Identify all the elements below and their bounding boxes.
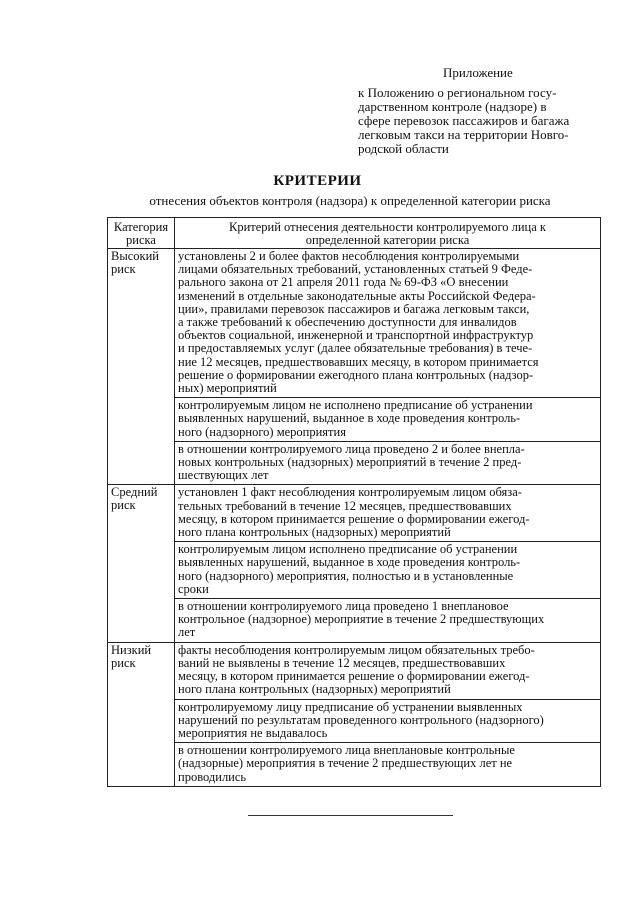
appendix-line: к Положению о региональном госу- [358, 85, 557, 100]
criterion-line: ного плана контрольных (надзорных) мероприятий [178, 682, 451, 697]
criterion-line: решение о формировании ежегодного плана контрольных (надзор- [178, 367, 534, 382]
criterion-line: ного (надзорного) мероприятия [178, 424, 346, 439]
table-row [108, 249, 601, 398]
criterion-line: установлен 1 факт несоблюдения контролируемым лицом обяза- [178, 485, 522, 500]
criterion-line: ваний не выявлены в течение 12 месяцев, предшествовавших [178, 655, 506, 670]
criterion-cell [175, 599, 601, 643]
criterion-cell [175, 485, 601, 542]
criterion-line: (надзорные) мероприятия в течение 2 предшествующих лет не [178, 756, 513, 771]
criterion-line: в отношении контролируемого лица проведено 2 и более внепла- [178, 441, 525, 456]
criteria-table-body [108, 249, 601, 787]
criterion-cell [175, 441, 601, 485]
criterion-line: ного (надзорного) мероприятия, полностью и в установленные [178, 568, 514, 583]
criterion-cell [175, 743, 601, 787]
criterion-line: ние 12 месяцев, предшествовавших месяцу, в котором принимается [178, 354, 539, 369]
document-subtitle: отнесения объектов контроля (надзора) к определенной категории риска [149, 193, 551, 208]
criterion-line: проводились [178, 769, 247, 784]
criterion-line: и предоставляемых услуг (далее обязательные требования) в тече- [178, 341, 533, 356]
table-row [108, 398, 601, 442]
risk-category-line: Высокий [111, 249, 159, 263]
table-header-row [108, 218, 601, 249]
appendix-line: легковым такси на территории Новго- [358, 127, 569, 142]
appendix-line: родской области [358, 141, 449, 156]
criterion-cell [175, 542, 601, 599]
criterion-cell [175, 398, 601, 442]
criterion-cell [175, 699, 601, 743]
appendix-label: Приложение [443, 65, 513, 80]
header-criterion-line: Критерий отнесения деятельности контролируемого лица к [228, 220, 546, 234]
criterion-line: рального закона от 21 апреля 2011 года № 69-ФЗ «О внесении [178, 275, 509, 290]
table-row [108, 699, 601, 743]
table-row [108, 542, 601, 599]
criterion-line: тельных требований в течение 12 месяцев, предшествовавших [178, 498, 512, 513]
closing-rule [248, 815, 453, 816]
criterion-line: выявленных нарушений, выданное в ходе проведения контроль- [178, 411, 521, 426]
criterion-line: месяцу, в котором принимается решение о формировании ежегод- [178, 669, 530, 684]
risk-category-line: Средний [111, 485, 158, 500]
appendix-reference [358, 86, 608, 156]
criterion-line: факты несоблюдения контролируемым лицом обязательных требо- [178, 642, 535, 657]
risk-category-cell [108, 249, 175, 485]
risk-category-line: риск [111, 498, 136, 513]
criterion-line: в отношении контролируемого лица внеплановые контрольные [178, 743, 515, 758]
criterion-line: контролируемым лицом исполнено предписание об устранении [178, 542, 518, 557]
table-row [108, 485, 601, 542]
risk-category-line: риск [111, 655, 136, 670]
criterion-line: сроки [178, 581, 209, 596]
criterion-cell [175, 249, 601, 398]
criterion-line: контролируемым лицом не исполнено предписание об устранении [178, 398, 533, 413]
criterion-line: нарушений по результатам проведенного контрольного (надзорного) [178, 712, 544, 727]
criterion-line: ного плана контрольных (надзорных) мероприятий [178, 525, 451, 540]
risk-category-cell [108, 485, 175, 642]
criterion-line: изменений в отдельные законодательные акты Российской Федера- [178, 288, 536, 303]
criterion-line: выявленных нарушений, выданное в ходе проведения контроль- [178, 555, 521, 570]
criterion-line: ных) мероприятий [178, 381, 277, 396]
appendix-line: сфере перевозок пассажиров и багажа [358, 113, 570, 128]
header-category-line: риска [126, 233, 156, 247]
criterion-line: месяцу, в котором принимается решение о формировании ежегод- [178, 511, 530, 526]
criterion-line: новых контрольных (надзорных) мероприятий в течение 2 пред- [178, 455, 522, 470]
header-criterion-line: определенной категории риска [305, 233, 470, 247]
criterion-line: мероприятия не выдавалось [178, 725, 328, 740]
header-criterion [175, 218, 601, 249]
header-category-line: Категория [113, 220, 169, 234]
table-row [108, 642, 601, 699]
criterion-line: шествующих лет [178, 468, 269, 483]
appendix-line: дарственном контроле (надзоре) в [358, 99, 547, 114]
table-row [108, 441, 601, 485]
criterion-line: ции», правилами перевозок пассажиров и багажа легковым такси, [178, 301, 530, 316]
risk-category-line: Низкий [111, 642, 152, 657]
criterion-line: лицами обязательных требований, установленных статьей 9 Феде- [178, 262, 533, 277]
header-category [108, 218, 175, 249]
document-title: КРИТЕРИИ [273, 173, 362, 189]
risk-category-cell [108, 642, 175, 786]
criteria-table [107, 217, 601, 787]
criterion-line: в отношении контролируемого лица проведено 1 внеплановое [178, 599, 509, 614]
table-row [108, 599, 601, 643]
criterion-line: установлены 2 и более фактов несоблюдения контролируемыми [178, 249, 520, 263]
criterion-line: лет [178, 625, 196, 640]
risk-category-line: риск [111, 262, 136, 276]
table-row [108, 743, 601, 787]
criterion-line: контролируемому лицу предписание об устранении выявленных [178, 699, 523, 714]
criterion-cell [175, 642, 601, 699]
criterion-line: контрольное (надзорное) мероприятие в течение 2 предшествующих [178, 612, 545, 627]
criterion-line: а также требований к обеспечению доступности для инвалидов [178, 315, 517, 330]
criterion-line: объектов социальной, инженерной и транспортной инфраструктур [178, 328, 534, 343]
